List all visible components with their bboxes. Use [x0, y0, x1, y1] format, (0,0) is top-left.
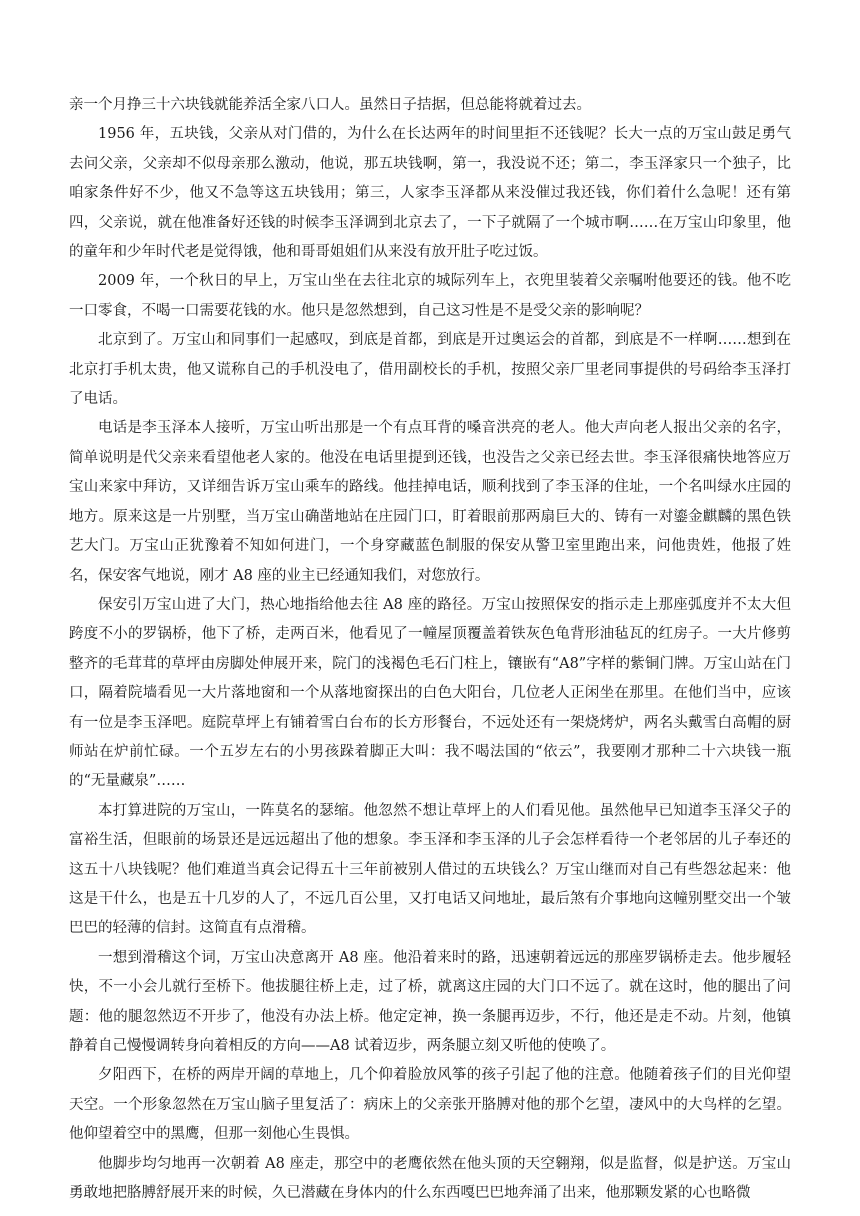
paragraph-continued: 亲一个月挣三十六块钱就能养活全家八口人。虽然日子拮据，但总能将就着过去。	[69, 97, 591, 113]
article-body	[69, 91, 791, 1208]
paragraph-bridge: 一想到滑稽这个词，万宝山决意离开 A8 座。他沿着来时的路，迅速朝着远远的那座罗锅桥走去。他步履轻快，不一小会儿就行至桥下。他拔腿往桥上走，过了桥，就离这庄园的大门口不远了。就在这时，他的腿出了问题：他的腿忽然迈不开步了，他没有办法上桥。他定定神，换一条腿再迈步，不行，他还是走不动。片刻，他镇静着自己慢慢调转身向着相反的方向——A8 试着迈步，两条腿立刻又听他的使唤了。	[69, 949, 791, 1054]
paragraph-sunset: 夕阳西下，在桥的两岸开阔的草地上，几个仰着脸放风筝的孩子引起了他的注意。他随着孩子们的目光仰望天空。一个形象忽然在万宝山脑子里复活了：病床上的父亲张开胳膊对他的那个乞望，凄风中的大鸟样的乞望。他仰望着空中的黑鹰，但那一刻他心生畏惧。	[69, 1067, 791, 1143]
paragraph-a8-house: 保安引万宝山进了大门，热心地指给他去往 A8 座的路径。万宝山按照保安的指示走上那座弧度并不太大但跨度不小的罗锅桥，他下了桥，走两百米，他看见了一幢屋顶覆盖着铁灰色龟背形油毡瓦的红房子。一大片修剪整齐的毛茸茸的草坪由房脚处伸展开来，院门的浅褐色毛石门柱上，镶嵌有“A8”字样的紫铜门牌。万宝山站在门口，隔着院墙看见一大片落地窗和一个从落地窗探出的白色大阳台，几位老人正闲坐在那里。在他们当中，应该有一位是李玉泽吧。庭院草坪上有铺着雪白台布的长方形餐台，不远处还有一架烧烤炉，两名头戴雪白高帽的厨师站在炉前忙碌。一个五岁左右的小男孩跺着脚正大叫：我不喝法国的“依云”，我要刚才那种二十六块钱一瓶的“无量藏泉”……	[69, 596, 791, 790]
paragraph-1956: 1956 年，五块钱，父亲从对门借的，为什么在长达两年的时间里拒不还钱呢？长大一点的万宝山鼓足勇气去问父亲，父亲却不似母亲那么激动，他说，那五块钱啊，第一，我没说不还；第二，李玉泽家只一个独子，比咱家条件好不少，他又不急等这五块钱用；第三，人家李玉泽都从来没催过我还钱，你们着什么急呢！还有第四，父亲说，就在他准备好还钱的时候李玉泽调到北京去了，一下子就隔了一个城市啊……在万宝山印象里，他的童年和少年时代老是觉得饿，他和哥哥姐姐们从来没有放开肚子吃过饭。	[69, 126, 791, 261]
paragraph-2009: 2009 年，一个秋日的早上，万宝山坐在去往北京的城际列车上，衣兜里装着父亲嘱咐他要还的钱。他不吃一口零食，不喝一口需要花钱的水。他只是忽然想到，自己这习性是不是受父亲的影响呢？	[69, 273, 791, 319]
paragraph-hesitation: 本打算进院的万宝山，一阵莫名的瑟缩。他忽然不想让草坪上的人们看见他。虽然他早已知道李玉泽父子的富裕生活，但眼前的场景还是远远超出了他的想象。李玉泽和李玉泽的儿子会怎样看待一个老邻居的儿子奉还的这五十八块钱呢？他们难道当真会记得五十三年前被别人借过的五块钱么？万宝山继而对自己有些怨忿起来：他这是干什么，也是五十几岁的人了，不远几百公里，又打电话又问地址，最后煞有介事地向这幢别墅交出一个皱巴巴的轻薄的信封。这简直有点滑稽。	[69, 802, 791, 937]
paragraph-phone-call: 电话是李玉泽本人接听，万宝山听出那是一个有点耳背的嗓音洪亮的老人。他大声向老人报出父亲的名字，简单说明是代父亲来看望他老人家的。他没在电话里提到还钱，也没告之父亲已经去世。李玉泽很痛快地答应万宝山来家中拜访，又详细告诉万宝山乘车的路线。他挂掉电话，顺利找到了李玉泽的住址，一个名叫绿水庄园的地方。原来这是一片别墅，当万宝山确凿地站在庄园门口，盯着眼前那两扇巨大的、铸有一对鎏金麒麟的黑色铁艺大门。万宝山正犹豫着不知如何进门，一个身穿藏蓝色制服的保安从警卫室里跑出来，问他贵姓，他报了姓名，保安客气地说，刚才 A8 座的业主已经通知我们，对您放行。	[69, 420, 791, 584]
paragraph-beijing-arrival: 北京到了。万宝山和同事们一起感叹，到底是首都，到底是开过奥运会的首都，到底是不一样啊……想到在北京打手机太贵，他又谎称自己的手机没电了，借用副校长的手机，按照父亲厂里老同事提供的号码给李玉泽打了电话。	[69, 332, 791, 408]
paragraph-return: 他脚步均匀地再一次朝着 A8 座走，那空中的老鹰依然在他头顶的天空翱翔，似是监督，似是护送。万宝山勇敢地把胳膊舒展开来的时候，久已潜藏在身体内的什么东西嘎巴巴地奔涌了出来，他那颗发紧的心也略微	[69, 1155, 791, 1202]
